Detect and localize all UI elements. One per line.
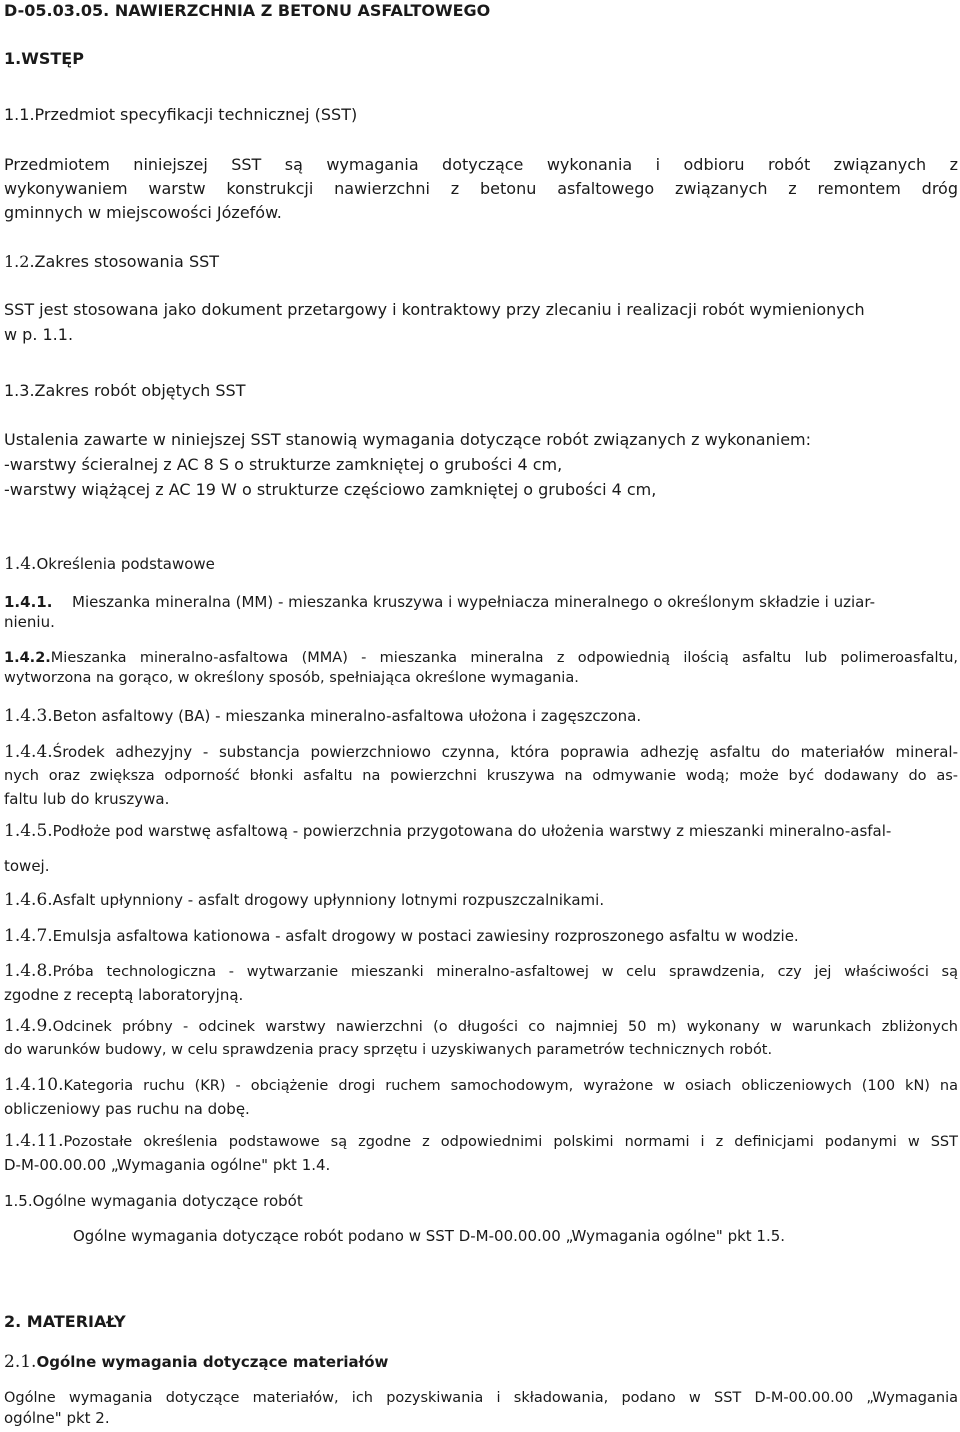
section-1-2-heading [4, 252, 219, 272]
definition-item [4, 742, 958, 762]
definition-line: nieniu. [4, 613, 55, 631]
definition-line: wytworzona na gorąco, w określony sposób, spełniająca określone wymagania. [4, 670, 579, 686]
paragraph-line: SST jest stosowana jako dokument przetargowy i kontraktowy przy zlecaniu i realizacji robót wymienionych [4, 300, 865, 319]
section-1-heading: 1.WSTĘP [4, 49, 84, 68]
section-1-5-heading: 1.5.Ogólne wymagania dotyczące robót [4, 1192, 303, 1210]
definition-item [4, 926, 799, 946]
definition-number: 1.4.1. [4, 593, 53, 611]
definition-item [4, 1016, 958, 1037]
section-number: 1.4. [4, 554, 37, 574]
definition-item [4, 592, 875, 612]
section-2-heading: 2. MATERIAŁY [4, 1312, 126, 1331]
definition-number: 1.4.3. [4, 706, 53, 726]
definition-line: zgodne z receptą laboratoryjną. [4, 986, 244, 1004]
definition-item [4, 961, 958, 982]
definition-text: Emulsja asfaltowa kationowa - asfalt drogowy w postaci zawiesiny rozproszonego asfaltu w wodzie. [52, 927, 799, 945]
definition-text: Mieszanka mineralno-asfaltowa (MMA) - mieszanka mineralna z odpowiednią ilością asfaltu lub polimeroasfaltu, [50, 650, 958, 666]
paragraph-line: w p. 1.1. [4, 325, 74, 344]
definition-text: Beton asfaltowy (BA) - mieszanka mineralno-asfaltowa ułożona i zagęszczona. [52, 707, 642, 725]
definition-number: 1.4.11. [4, 1131, 64, 1151]
paragraph-line: Ogólne wymagania dotyczące materiałów, ich pozyskiwania i składowania, podano w SST D-M-00.00.00 „Wymagania [4, 1390, 958, 1406]
definition-number: 1.4.9. [4, 1016, 53, 1036]
paragraph-line: -warstwy ścieralnej z AC 8 S o strukturze zamkniętej o grubości 4 cm, [4, 455, 563, 474]
definition-text: Pozostałe określenia podstawowe są zgodne z odpowiednimi polskimi normami i z definicjami podanymi w SST [63, 1134, 958, 1150]
section-1-4-heading [4, 554, 215, 574]
definition-line: D-M-00.00.00 „Wymagania ogólne" pkt 1.4. [4, 1156, 331, 1174]
section-1-3-heading: 1.3.Zakres robót objętych SST [4, 381, 246, 400]
definition-text: Kategoria ruchu (KR) - obciążenie drogi ruchem samochodowym, wyrażone w osiach obliczeniowych (100 kN) na [63, 1078, 958, 1094]
definition-text: Środek adhezyjny - substancja powierzchniowo czynna, która poprawia adhezję asfaltu do materiałów mineral- [52, 743, 958, 761]
definition-item [4, 1075, 958, 1096]
section-title: Zakres stosowania SST [34, 252, 220, 271]
definition-item [4, 706, 641, 726]
definition-number: 1.4.6. [4, 890, 53, 910]
definition-item [4, 648, 958, 668]
document-title: D-05.03.05. NAWIERZCHNIA Z BETONU ASFALTOWEGO [4, 1, 491, 20]
section-1-1-heading: 1.1.Przedmiot specyfikacji technicznej (SST) [4, 105, 358, 124]
section-2-1-heading [4, 1352, 388, 1372]
definition-text: Próba technologiczna - wytwarzanie mieszanki mineralno-asfaltowej w celu sprawdzenia, czy jej właściwości są [52, 964, 958, 980]
paragraph-line: Ustalenia zawarte w niniejszej SST stanowią wymagania dotyczące robót związanych z wykonaniem: [4, 430, 812, 449]
definition-number: 1.4.7. [4, 926, 53, 946]
definition-text: Mieszanka mineralna (MM) - mieszanka kruszywa i wypełniacza mineralnego o określonym składzie i uziar- [72, 593, 875, 611]
definition-number: 1.4.4. [4, 742, 53, 762]
definition-number: 1.4.10. [4, 1075, 64, 1095]
paragraph-line: gminnych w miejscowości Józefów. [4, 203, 282, 222]
section-title: Ogólne wymagania dotyczące materiałów [36, 1353, 389, 1371]
definition-number: 1.4.2. [4, 650, 51, 666]
definition-number: 1.4.5. [4, 821, 53, 841]
definition-item [4, 1131, 958, 1152]
paragraph-line: ogólne" pkt 2. [4, 1409, 110, 1427]
paragraph-line: -warstwy wiążącej z AC 19 W o strukturze częściowo zamkniętej o grubości 4 cm, [4, 480, 657, 499]
definition-text: Odcinek próbny - odcinek warstwy nawierzchni (o długości co najmniej 50 m) wykonany w warunkach zbliżonych [52, 1019, 958, 1035]
definition-line: nych oraz zwiększa odporność błonki asfaltu na powierzchni kruszywa na odmywanie wodą; może być dodawany do as- [4, 768, 958, 784]
definition-item [4, 890, 604, 910]
definition-number: 1.4.8. [4, 961, 53, 981]
paragraph-line: Ogólne wymagania dotyczące robót podano w SST D-M-00.00.00 „Wymagania ogólne" pkt 1.5. [73, 1227, 786, 1245]
definition-item [4, 821, 891, 841]
definition-line: do warunków budowy, w celu sprawdzenia pracy sprzętu i uzyskiwanych parametrów technicznych robót. [4, 1042, 773, 1058]
paragraph-line: Przedmiotem niniejszej SST są wymagania dotyczące wykonania i odbioru robót związanych z [4, 155, 958, 174]
definition-line: obliczeniowy pas ruchu na dobę. [4, 1100, 250, 1118]
definition-line: faltu lub do kruszywa. [4, 790, 170, 808]
section-number: 1.2. [4, 252, 35, 271]
section-number: 2.1. [4, 1352, 37, 1372]
definition-text: Asfalt upłynniony - asfalt drogowy upłynniony lotnymi rozpuszczalnikami. [52, 891, 605, 909]
paragraph-line: wykonywaniem warstw konstrukcji nawierzchni z betonu asfaltowego związanych z remontem dróg [4, 179, 958, 198]
definition-line: towej. [4, 857, 50, 875]
section-title: Określenia podstawowe [36, 555, 215, 573]
definition-text: Podłoże pod warstwę asfaltową - powierzchnia przygotowana do ułożenia warstwy z mieszanki mineralno-asfal- [52, 822, 892, 840]
